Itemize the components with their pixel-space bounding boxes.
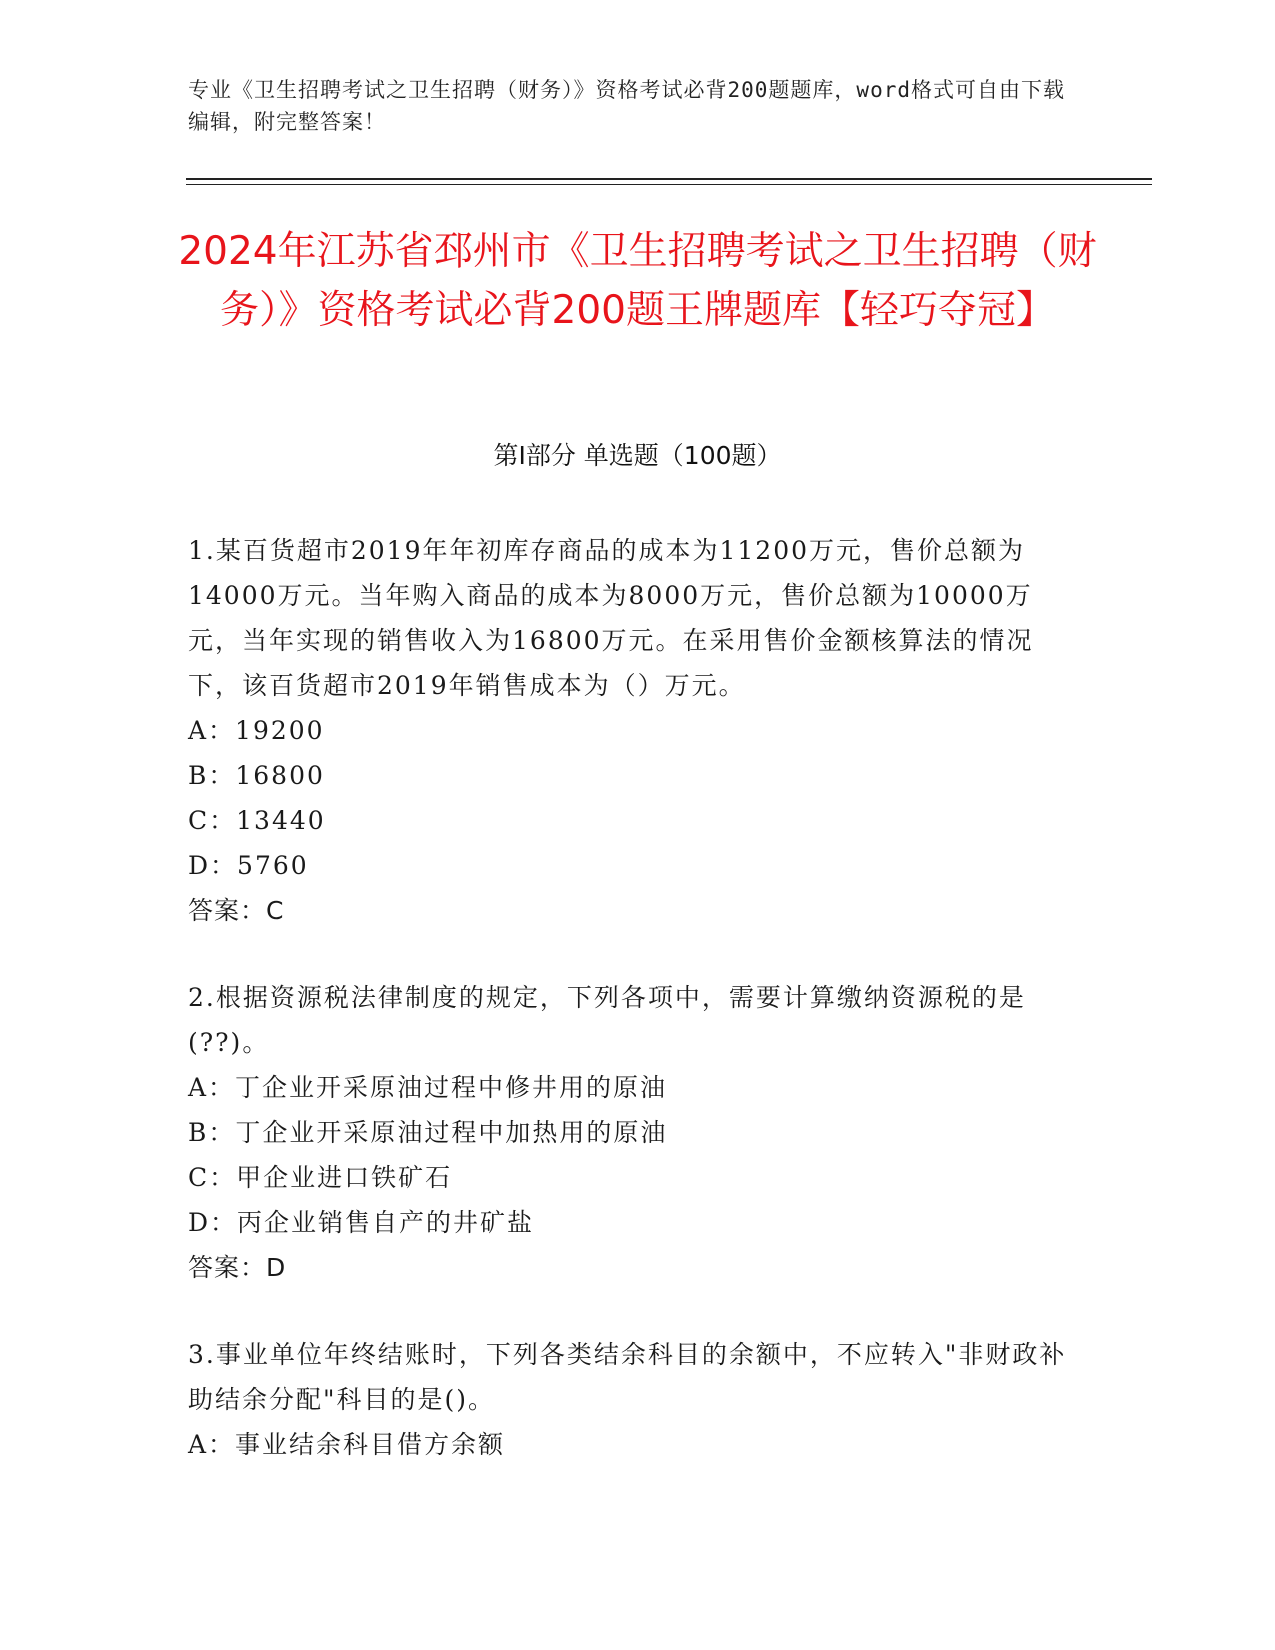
option-d: D：丙企业销售自产的井矿盐 (188, 1208, 535, 1237)
option-b: B：丁企业开采原油过程中加热用的原油 (188, 1118, 668, 1147)
option-d: D：5760 (188, 851, 309, 880)
header-divider-thin (186, 184, 1152, 185)
option-a: A：19200 (188, 716, 325, 745)
section-title: 第I部分 单选题（100题） (493, 441, 782, 470)
answer: 答案：C (188, 896, 285, 925)
question-stem: 1.某百货超市2019年年初库存商品的成本为11200万元，售价总额为14000万元。当年购入商品的成本为8000万元，售价总额为10000万元，当年实现的销售收入为16800万元。在采用售价金额核算法的情况下，该百货超市2019年销售成本为（）万元。 (188, 536, 1034, 700)
option-b: B：16800 (188, 761, 325, 790)
header-note: 专业《卫生招聘考试之卫生招聘（财务）》资格考试必背200题题库，word格式可自由下载编辑，附完整答案！ (188, 78, 1065, 134)
document-title: 2024年江苏省邳州市《卫生招聘考试之卫生招聘（财务）》资格考试必背200题王牌题库【轻巧夺冠】 (178, 229, 1097, 333)
question-list (188, 528, 1068, 1509)
option-a: A：事业结余科目借方余额 (188, 1430, 506, 1459)
answer: 答案：D (188, 1253, 287, 1282)
option-c: C：甲企业进口铁矿石 (188, 1163, 453, 1192)
question-3 (188, 1332, 1068, 1467)
header-divider-thick (186, 178, 1152, 180)
question-stem: 2.根据资源税法律制度的规定，下列各项中，需要计算缴纳资源税的是(??)。 (188, 983, 1026, 1057)
question-stem: 3.事业单位年终结账时，下列各类结余科目的余额中，不应转入"非财政补助结余分配"科目的是()。 (188, 1340, 1067, 1414)
option-c: C：13440 (188, 806, 326, 835)
question-2 (188, 975, 1068, 1290)
question-1 (188, 528, 1068, 933)
option-a: A：丁企业开采原油过程中修井用的原油 (188, 1073, 668, 1102)
